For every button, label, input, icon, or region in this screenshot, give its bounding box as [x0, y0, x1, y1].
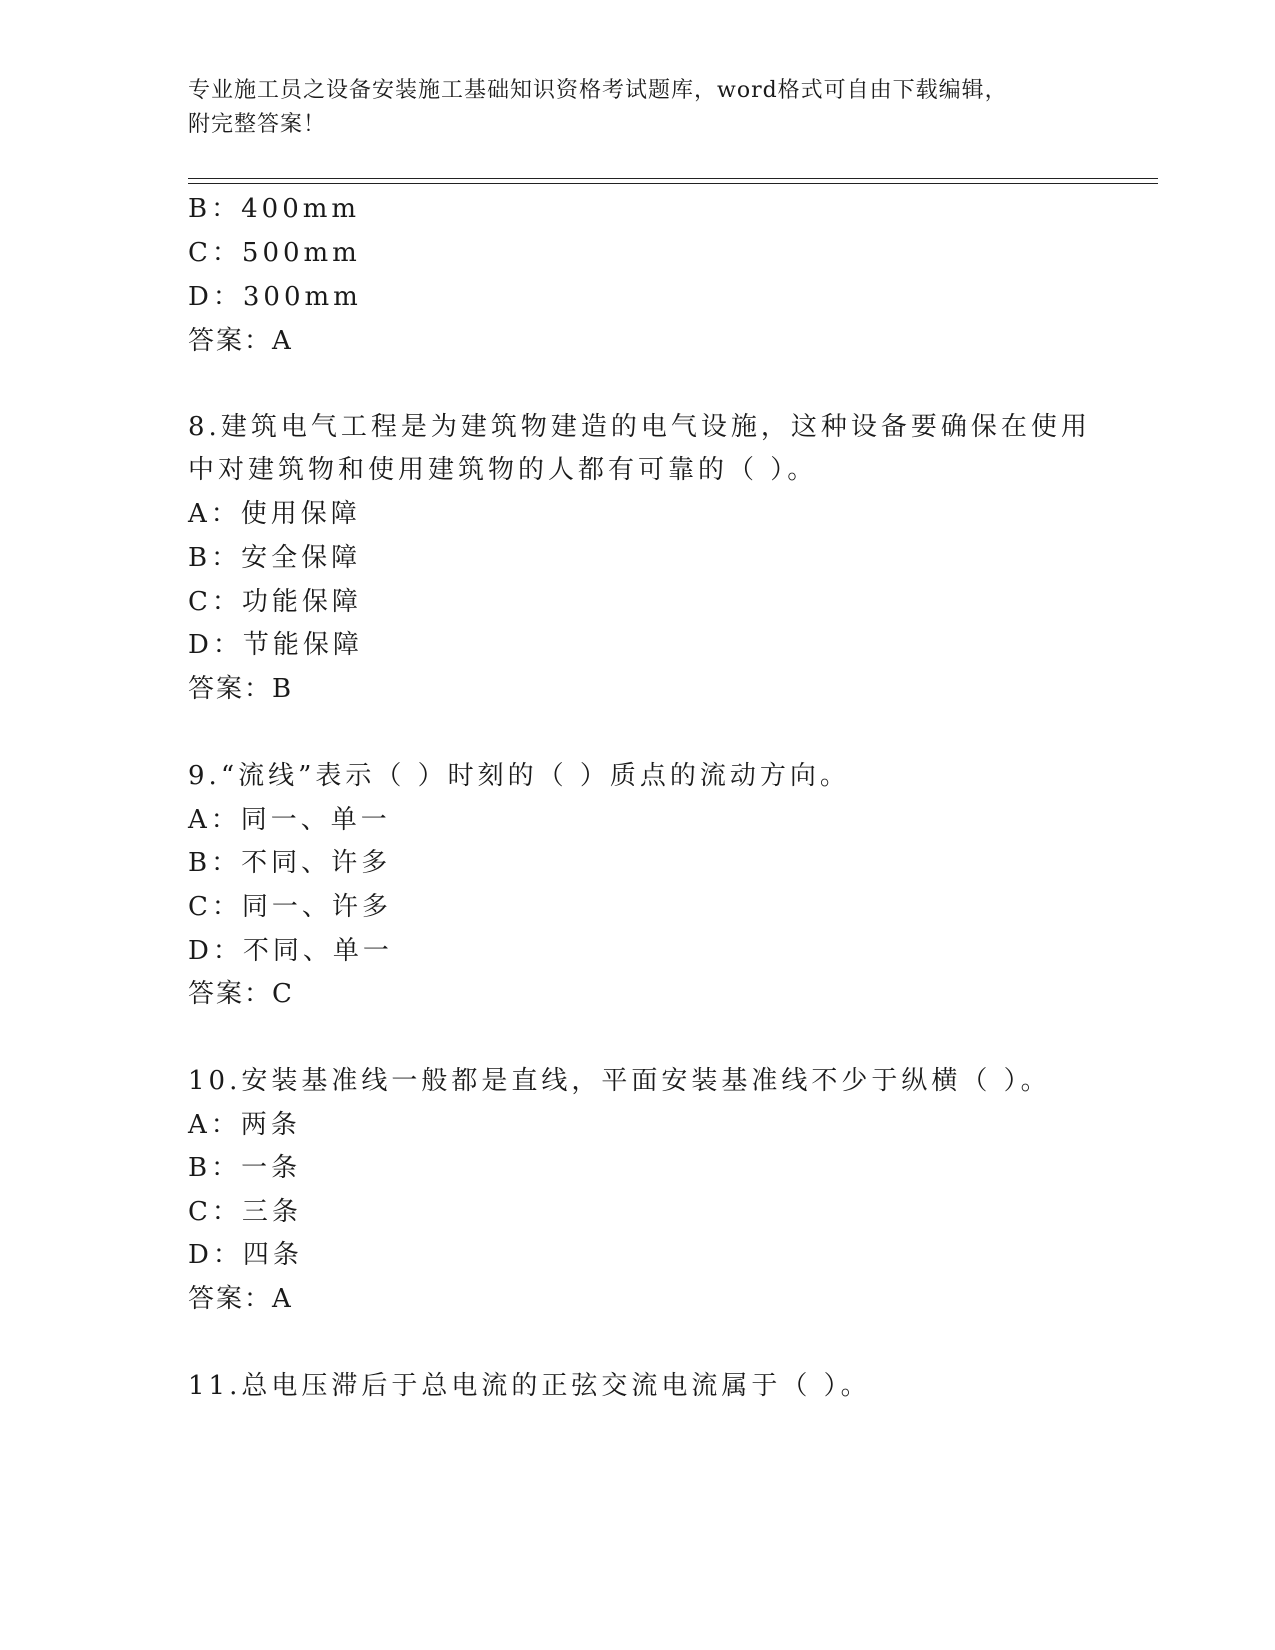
question-number: 10. — [188, 1066, 242, 1096]
option-text: 使用保障 — [240, 499, 361, 529]
option-c — [188, 1197, 302, 1227]
question-8-text — [188, 412, 1091, 442]
question-8-text-cont: 中对建筑物和使用建筑物的人都有可靠的（ ）。 — [188, 455, 818, 485]
question-text: 建筑电气工程是为建筑物建造的电气设施，这种设备要确保在使用 — [220, 412, 1091, 442]
option-b — [188, 848, 391, 878]
option-text: 节能保障 — [242, 630, 363, 660]
option-label: B： — [188, 543, 242, 573]
question-number: 9. — [188, 761, 221, 791]
option-c — [188, 238, 361, 268]
document-header — [188, 74, 1088, 142]
option-d — [188, 630, 363, 660]
option-label: A： — [188, 1110, 241, 1140]
option-label: C： — [188, 892, 242, 922]
answer-line: 答案：C — [188, 979, 294, 1009]
option-label: A： — [188, 805, 241, 835]
question-11-text — [188, 1371, 871, 1401]
option-label: B： — [188, 1153, 242, 1183]
header-line-2: 附完整答案！ — [188, 112, 327, 137]
option-d — [188, 936, 393, 966]
question-9-text — [188, 761, 850, 791]
option-text: 安全保障 — [241, 543, 362, 573]
option-text: 两条 — [240, 1110, 301, 1140]
header-line-1: 专业施工员之设备安装施工基础知识资格考试题库，word格式可自由下载编辑， — [188, 78, 1008, 103]
header-double-rule — [188, 178, 1158, 184]
question-text: 总电压滞后于总电流的正弦交流电流属于（ ）。 — [241, 1371, 871, 1401]
option-b — [188, 194, 360, 224]
option-text: 500mm — [241, 238, 361, 268]
answer-line: 答案：A — [188, 1284, 293, 1314]
option-label: C： — [188, 1197, 242, 1227]
option-text: 三条 — [241, 1197, 302, 1227]
answer-line: 答案：B — [188, 674, 294, 704]
option-label: D： — [188, 282, 243, 312]
option-label: C： — [188, 587, 242, 617]
option-b — [188, 1153, 301, 1183]
option-text: 同一、许多 — [241, 892, 392, 922]
option-a — [188, 499, 361, 529]
option-text: 300mm — [242, 282, 362, 312]
question-10-text — [188, 1066, 1051, 1096]
option-text: 四条 — [242, 1240, 303, 1270]
question-text: “流线”表示（ ）时刻的（ ）质点的流动方向。 — [220, 761, 850, 791]
option-label: B： — [188, 194, 242, 224]
option-text: 功能保障 — [241, 587, 362, 617]
option-a — [188, 805, 391, 835]
option-text: 同一、单一 — [240, 805, 391, 835]
answer-line: 答案：A — [188, 326, 293, 356]
option-c — [188, 587, 362, 617]
option-label: B： — [188, 848, 242, 878]
option-label: D： — [188, 1240, 243, 1270]
option-d — [188, 1240, 303, 1270]
option-b — [188, 543, 361, 573]
option-label: A： — [188, 499, 241, 529]
option-d — [188, 282, 362, 312]
option-text: 一条 — [241, 1153, 302, 1183]
option-text: 400mm — [241, 194, 361, 224]
question-number: 8. — [188, 412, 221, 442]
option-label: D： — [188, 630, 243, 660]
question-text: 安装基准线一般都是直线，平面安装基准线不少于纵横（ ）。 — [241, 1066, 1051, 1096]
question-number: 11. — [188, 1371, 242, 1401]
option-c — [188, 892, 392, 922]
option-a — [188, 1110, 301, 1140]
option-text: 不同、单一 — [242, 936, 393, 966]
option-text: 不同、许多 — [241, 848, 392, 878]
option-label: C： — [188, 238, 242, 268]
option-label: D： — [188, 936, 243, 966]
